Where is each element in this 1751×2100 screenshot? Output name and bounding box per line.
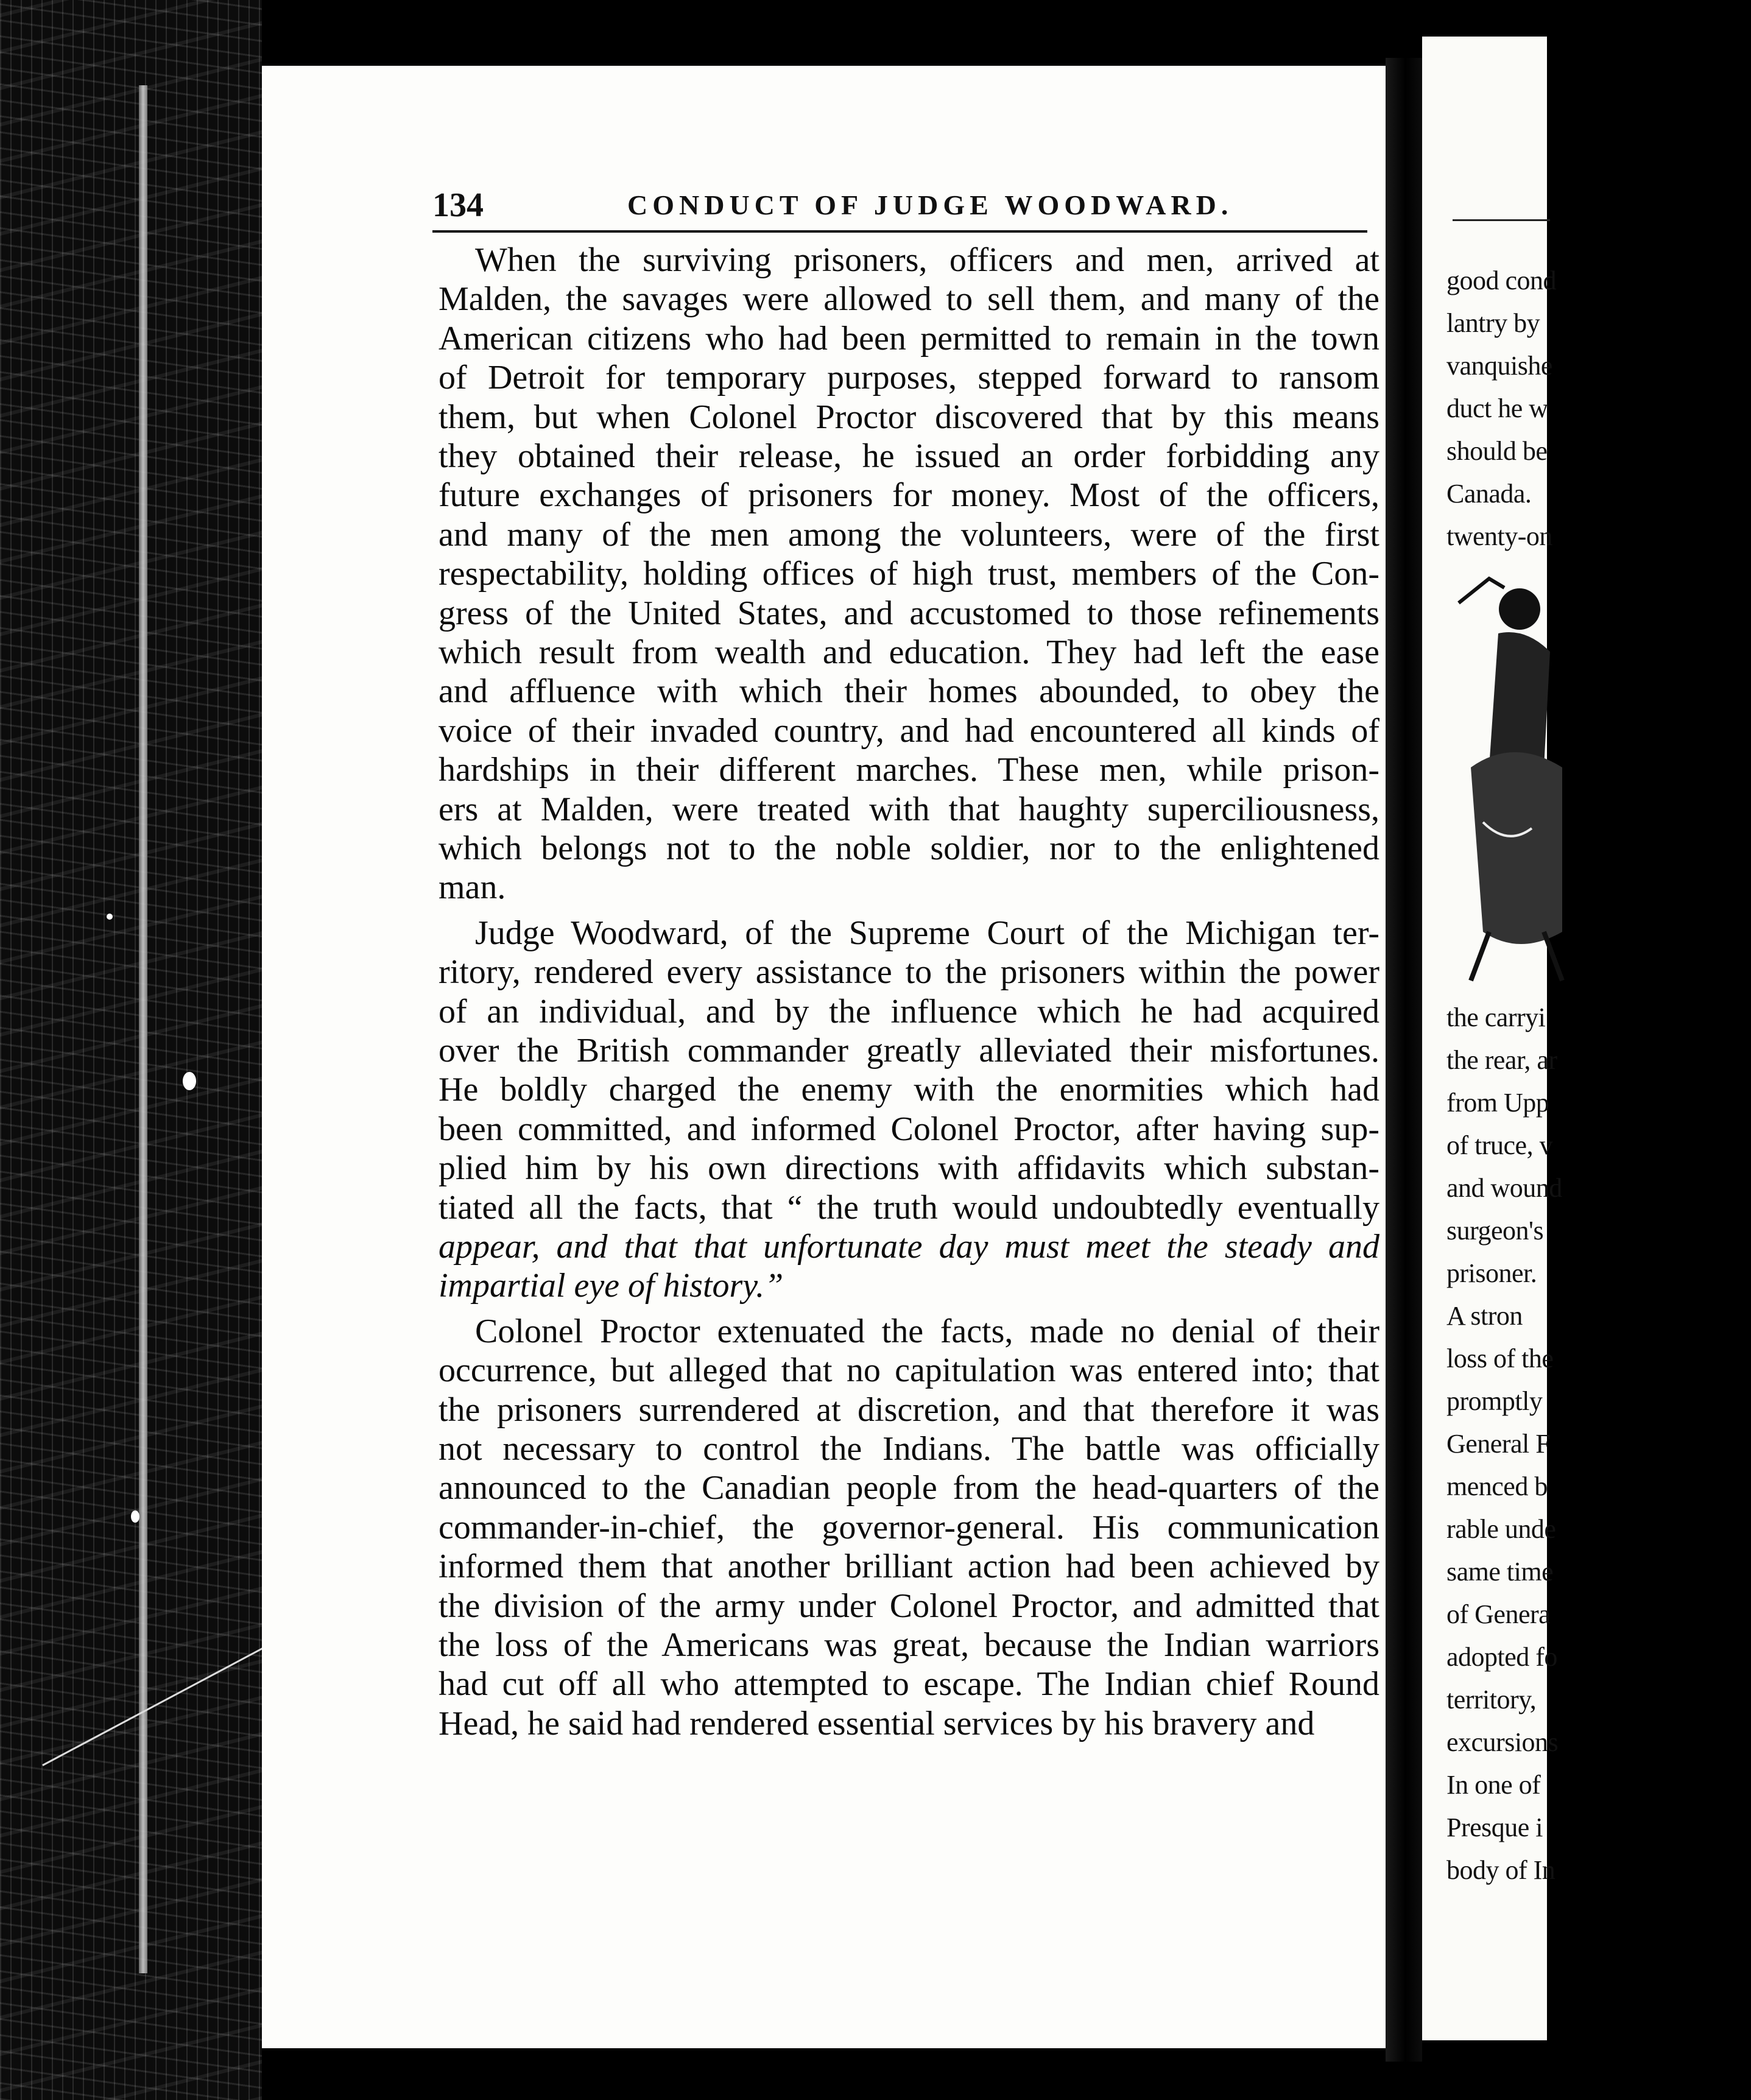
facing-line: good cond [1446, 266, 1557, 295]
facing-line: and wound [1446, 1173, 1562, 1203]
body-line: Judge Woodward, of the Supreme Court of the Michigan ter- [475, 914, 1379, 952]
facing-line: excursions [1446, 1727, 1559, 1757]
facing-line: adopted fo [1446, 1642, 1557, 1672]
facing-line: same time [1446, 1557, 1554, 1587]
facing-line: should be [1446, 436, 1548, 466]
body-line: been committed, and informed Colonel Proctor, after having sup- [439, 1110, 1379, 1148]
body-line: When the surviving prisoners, officers and men, arrived at [475, 241, 1379, 279]
facing-head-rule [1453, 219, 1550, 221]
body-line: Head, he said had rendered essential services by his bravery and [439, 1705, 1315, 1742]
body-line: announced to the Canadian people from the head-quarters of the [439, 1469, 1379, 1507]
body-line: man. [439, 869, 506, 906]
facing-line: General F [1446, 1429, 1551, 1459]
body-line: hardships in their different marches. These men, while prison- [439, 751, 1379, 789]
body-line: which belongs not to the noble soldier, nor to the enlightened [439, 830, 1379, 867]
facing-line: prisoner. [1446, 1258, 1537, 1288]
body-line: commander-in-chief, the governor-general. His communication [439, 1509, 1379, 1546]
body-line: tiated all the facts, that “ the truth would undoubtedly eventually [439, 1189, 1379, 1227]
body-line: had cut off all who attempted to escape. The Indian chief Round [439, 1665, 1379, 1703]
body-line: which result from wealth and education. They had left the ease [439, 633, 1379, 671]
facing-line: Canada. [1446, 479, 1532, 509]
body-line: gress of the United States, and accustomed to those refinements [439, 594, 1379, 632]
horseman-engraving [1446, 566, 1568, 987]
running-head: CONDUCT OF JUDGE WOODWARD. [627, 189, 1233, 220]
speck [107, 914, 113, 920]
facing-line: rable unde [1446, 1514, 1556, 1544]
facing-line: duct he w [1446, 393, 1548, 423]
body-line: impartial eye of history.” [439, 1267, 784, 1305]
body-line: future exchanges of prisoners for money. Most of the officers, [439, 476, 1379, 514]
edge-streak [139, 85, 147, 1973]
facing-line: twenty-on [1446, 521, 1552, 551]
body-line: Colonel Proctor extenuated the facts, made no denial of their [475, 1312, 1379, 1350]
facing-line: menced b [1446, 1471, 1548, 1501]
body-line: voice of their invaded country, and had encountered all kinds of [439, 712, 1379, 750]
body-line: of an individual, and by the influence which he had acquired [439, 993, 1379, 1031]
body-line: occurrence, but alleged that no capitulation was entered into; that [439, 1351, 1379, 1389]
facing-line: the carryi [1446, 1002, 1546, 1032]
facing-line: the rear, ar [1446, 1045, 1557, 1075]
facing-line: vanquishe [1446, 351, 1552, 381]
body-line: them, but when Colonel Proctor discovered that by this means [439, 398, 1379, 436]
page-gutter [1386, 58, 1422, 2062]
body-line: ritory, rendered every assistance to the prisoners within the power [439, 953, 1379, 991]
speck [131, 1510, 139, 1523]
body-line: American citizens who had been permitted to remain in the town [439, 320, 1379, 358]
body-line: respectability, holding offices of high trust, members of the Con- [439, 555, 1379, 593]
header-rule [432, 230, 1367, 233]
facing-line: loss of the [1446, 1344, 1554, 1373]
facing-line: Presque i [1446, 1813, 1543, 1842]
body-line: the loss of the Americans was great, because the Indian warriors [439, 1626, 1379, 1664]
body-line: over the British commander greatly alleviated their misfortunes. [439, 1032, 1379, 1069]
body-line: and many of the men among the volunteers, were of the first [439, 516, 1379, 554]
book-edge [0, 0, 262, 2100]
facing-line: from Upp [1446, 1088, 1549, 1118]
facing-line: A stron [1446, 1301, 1523, 1331]
facing-line: lantry by [1446, 308, 1540, 338]
speck [183, 1072, 196, 1090]
body-line: Malden, the savages were allowed to sell them, and many of the [439, 280, 1379, 318]
facing-line: territory, [1446, 1685, 1537, 1714]
facing-line: In one of [1446, 1770, 1541, 1800]
body-line: plied him by his own directions with affidavits which substan- [439, 1149, 1379, 1187]
facing-line: of Genera [1446, 1599, 1551, 1629]
body-line: He boldly charged the enemy with the enormities which had [439, 1071, 1379, 1108]
page-number: 134 [432, 186, 484, 224]
facing-line: promptly [1446, 1386, 1543, 1416]
facing-line: surgeon's [1446, 1216, 1544, 1246]
body-line: informed them that another brilliant action had been achieved by [439, 1548, 1379, 1585]
body-line: of Detroit for temporary purposes, stepped forward to ransom [439, 359, 1379, 396]
body-line: not necessary to control the Indians. The battle was officially [439, 1430, 1379, 1468]
facing-page [1422, 37, 1562, 2040]
body-line: they obtained their release, he issued an order forbidding any [439, 437, 1379, 475]
body-line: and affluence with which their homes abounded, to obey the [439, 672, 1379, 710]
body-line: the prisoners surrendered at discretion, and that therefore it was [439, 1391, 1379, 1429]
body-line: the division of the army under Colonel Proctor, and admitted that [439, 1587, 1379, 1625]
body-line: appear, and that that unfortunate day must meet the steady and [439, 1228, 1379, 1266]
facing-line: body of In [1446, 1855, 1555, 1885]
facing-line: of truce, v [1446, 1130, 1553, 1160]
body-line: ers at Malden, were treated with that haughty superciliousness, [439, 791, 1379, 828]
